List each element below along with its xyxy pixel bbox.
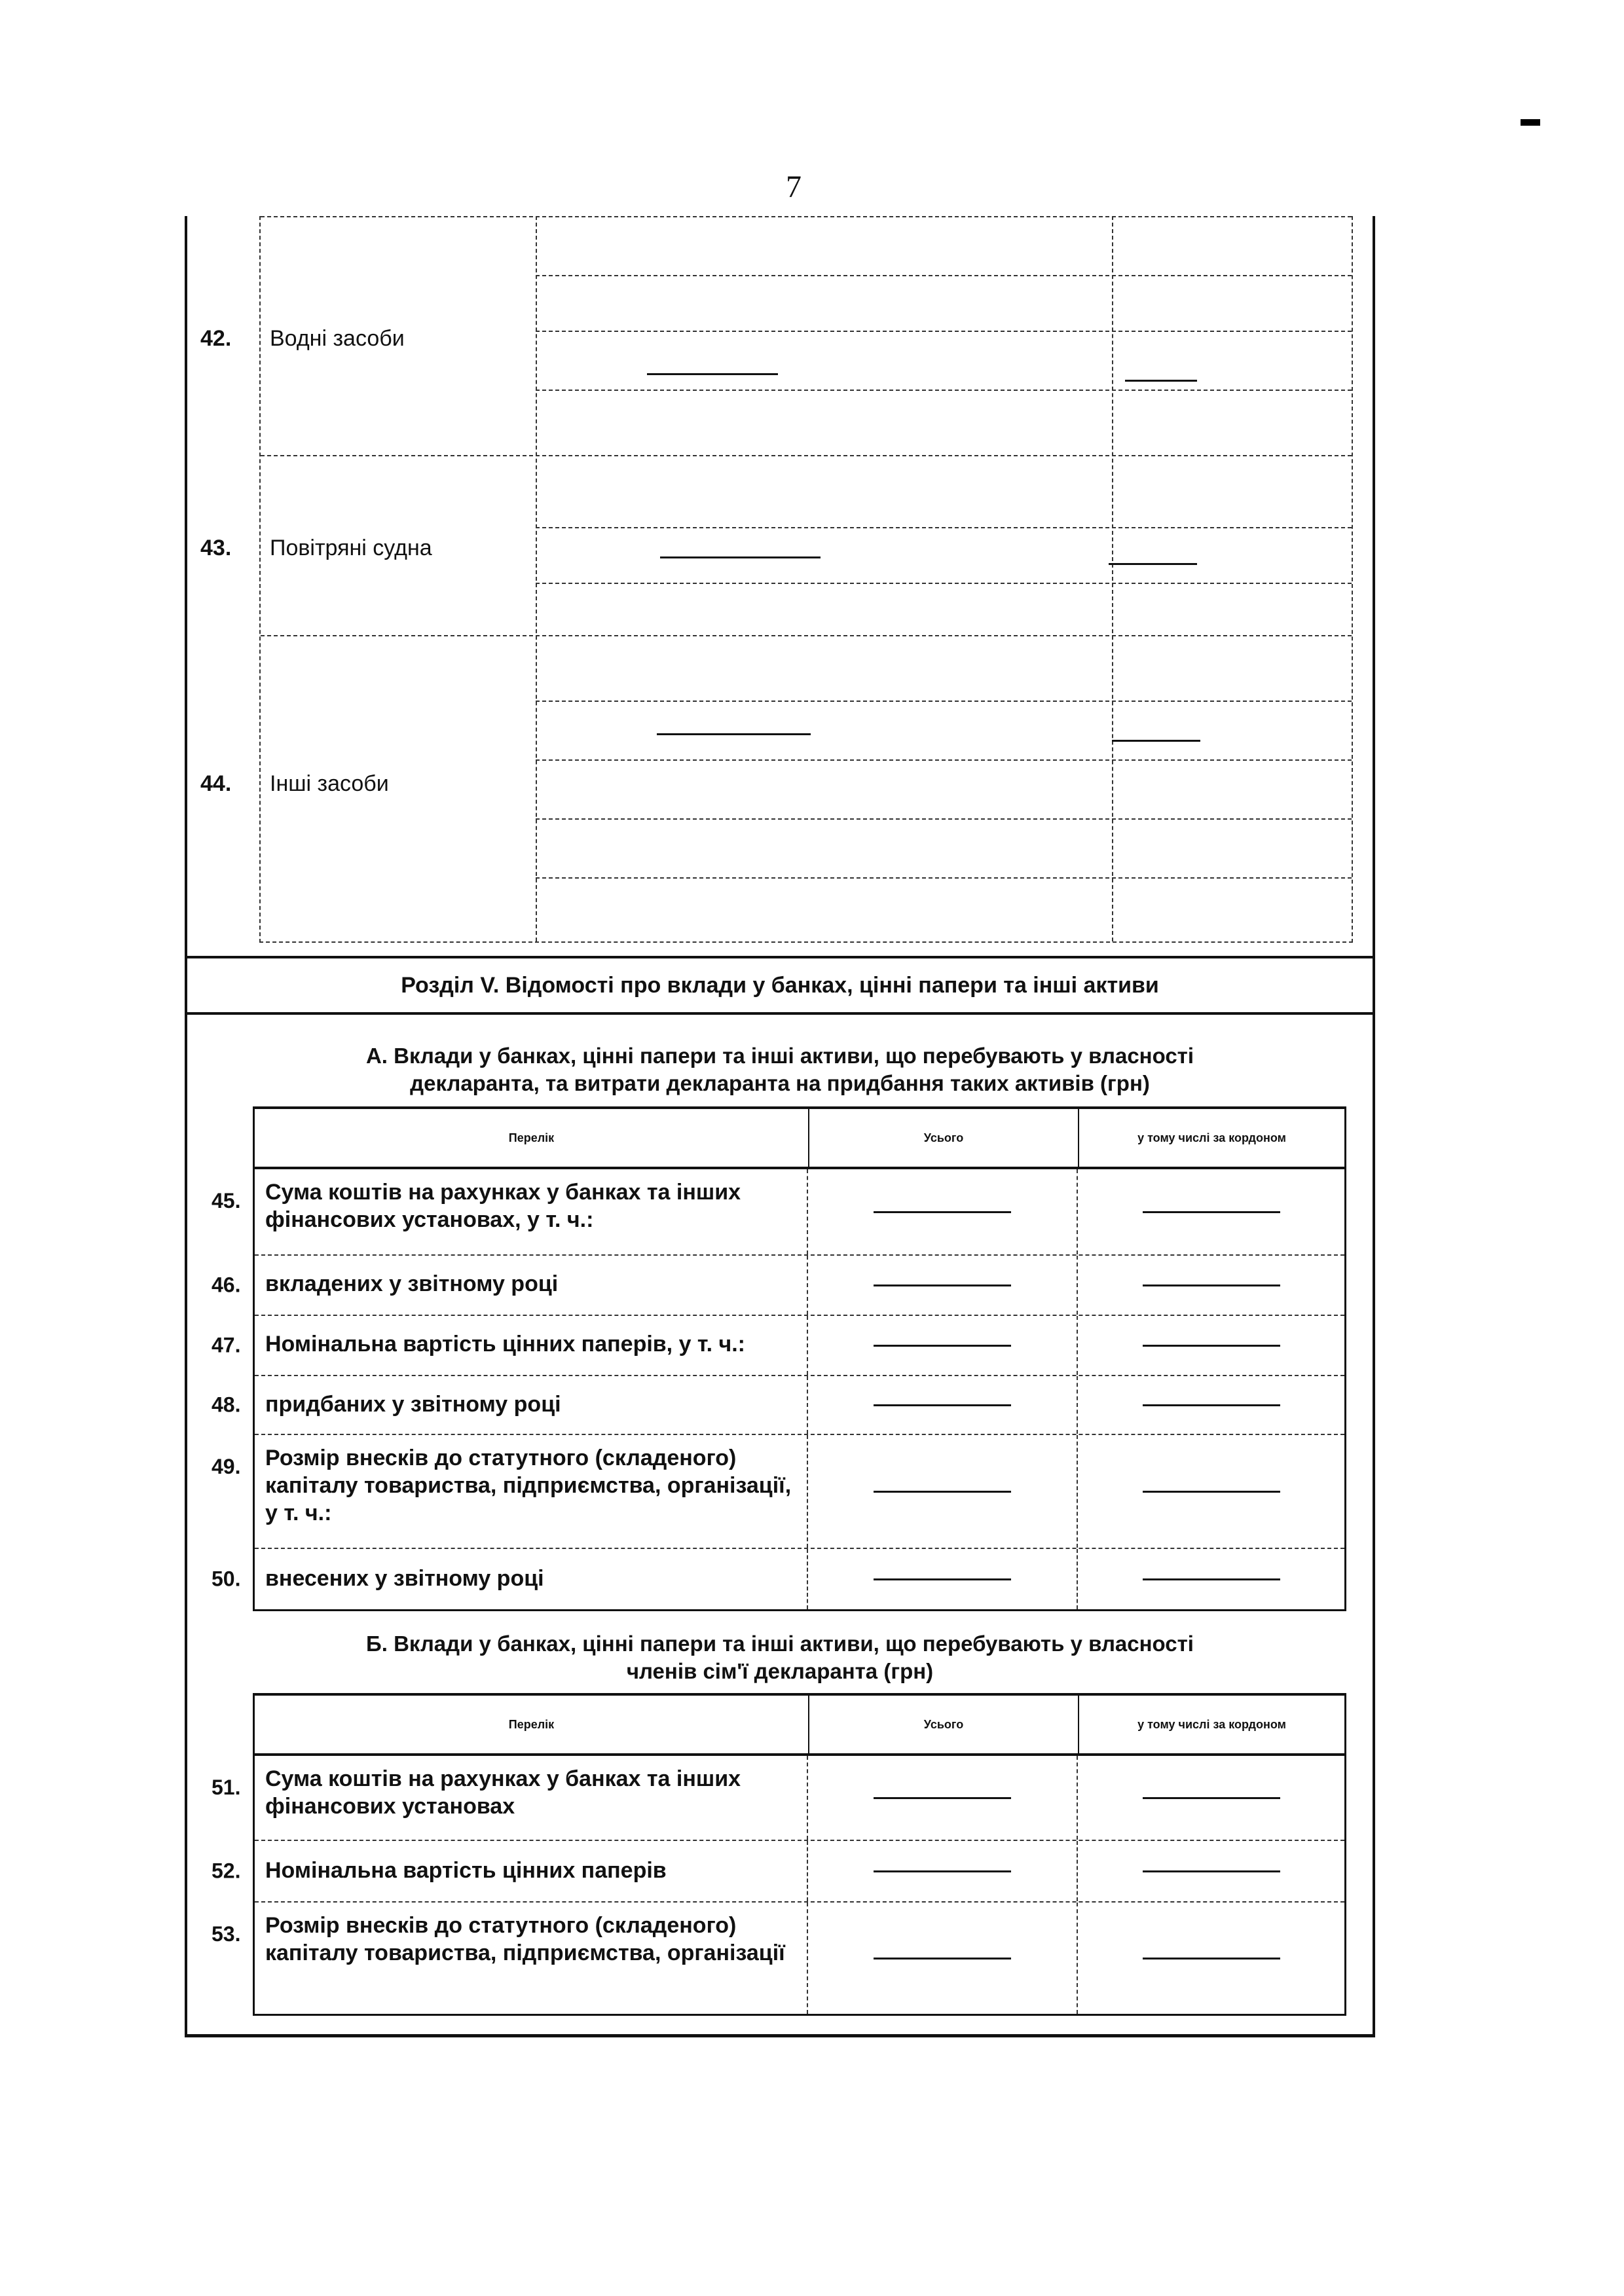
abroad-value xyxy=(1143,1491,1280,1493)
total-value xyxy=(874,1797,1011,1799)
table-b-title: Б. Вклади у банках, цінні папери та інші активи, що перебувають у власності членів сім'ї декларанта (грн) xyxy=(366,1631,1194,1683)
row-number: 45. xyxy=(212,1189,241,1212)
abroad-value xyxy=(1143,1345,1280,1347)
scan-mark xyxy=(1521,119,1540,126)
row-label: Сума коштів на рахунках у банках та інших фінансових установах xyxy=(255,1756,808,1840)
page-number: 7 xyxy=(786,170,802,204)
table-b xyxy=(212,1693,1346,2016)
row-label: Розмір внесків до статутного (складеного) капіталу товариства, підприємства, організації xyxy=(255,1903,808,2014)
table-row xyxy=(212,1903,1344,2014)
row-number: 43. xyxy=(200,536,232,560)
row-number: 53. xyxy=(212,1922,241,1946)
table-row xyxy=(212,1376,1344,1435)
table-a xyxy=(212,1106,1346,1611)
value-total-blank xyxy=(647,373,778,375)
vehicle-label: Повітряні судна xyxy=(270,536,432,560)
total-value xyxy=(874,1958,1011,1959)
abroad-value xyxy=(1143,1870,1280,1872)
table-row xyxy=(212,1256,1344,1316)
table-row xyxy=(212,1316,1344,1376)
header-abroad: у тому числі за кордоном xyxy=(1137,1717,1286,1731)
total-value xyxy=(874,1285,1011,1286)
header-abroad: у тому числі за кордоном xyxy=(1137,1131,1286,1144)
value-total-blank xyxy=(660,556,821,558)
row-label: внесених у звітному році xyxy=(255,1549,808,1609)
total-value xyxy=(874,1211,1011,1213)
header-total: Усього xyxy=(809,1109,1079,1167)
value-abroad-blank xyxy=(1125,380,1197,382)
row-label: придбаних у звітному році xyxy=(255,1376,808,1434)
abroad-value xyxy=(1143,1211,1280,1213)
vehicles-table xyxy=(200,216,1353,943)
row-number: 47. xyxy=(212,1333,241,1357)
row-number: 48. xyxy=(212,1393,241,1417)
row-number: 46. xyxy=(212,1273,241,1297)
row-number: 52. xyxy=(212,1859,241,1883)
header-total: Усього xyxy=(809,1696,1079,1753)
header-list: Перелік xyxy=(255,1696,809,1753)
abroad-value xyxy=(1143,1285,1280,1286)
value-total-blank xyxy=(657,733,811,735)
abroad-value xyxy=(1143,1578,1280,1580)
row-number: 49. xyxy=(212,1455,241,1478)
abroad-value xyxy=(1143,1797,1280,1799)
vehicle-label: Інші засоби xyxy=(270,771,389,796)
table-row xyxy=(212,1435,1344,1549)
table-a-title: А. Вклади у банках, цінні папери та інші активи, що перебувають у власності декларанта, та витрати декларанта на придбання таких активів (грн) xyxy=(365,1044,1194,1095)
table-b-header xyxy=(255,1696,1344,1756)
row-number: 42. xyxy=(200,326,232,351)
row-label: вкладених у звітному році xyxy=(255,1256,808,1315)
abroad-value xyxy=(1143,1404,1280,1406)
total-value xyxy=(874,1345,1011,1347)
table-row xyxy=(212,1549,1344,1609)
form-frame xyxy=(185,216,1375,2037)
section-title: Розділ V. Відомості про вклади у банках, цінні папери та інші активи xyxy=(187,956,1373,1015)
value-abroad-blank xyxy=(1112,740,1200,742)
row-label: Розмір внесків до статутного (складеного) капіталу товариства, підприємства, організації, у т. ч.: xyxy=(255,1435,808,1548)
row-label: Сума коштів на рахунках у банках та інших фінансових установах, у т. ч.: xyxy=(255,1169,808,1254)
row-label: Номінальна вартість цінних паперів, у т. ч.: xyxy=(255,1316,808,1375)
table-a-header xyxy=(255,1109,1344,1169)
abroad-value xyxy=(1143,1958,1280,1959)
total-value xyxy=(874,1404,1011,1406)
row-number: 50. xyxy=(212,1567,241,1591)
total-value xyxy=(874,1870,1011,1872)
total-value xyxy=(874,1578,1011,1580)
row-label: Номінальна вартість цінних паперів xyxy=(255,1841,808,1901)
total-value xyxy=(874,1491,1011,1493)
row-number: 51. xyxy=(212,1776,241,1799)
row-number: 44. xyxy=(200,771,232,796)
table-row xyxy=(212,1841,1344,1903)
vehicle-label: Водні засоби xyxy=(270,326,405,351)
header-list: Перелік xyxy=(255,1109,809,1167)
table-row xyxy=(212,1756,1344,1841)
table-row xyxy=(212,1169,1344,1256)
value-abroad-blank xyxy=(1109,563,1197,565)
